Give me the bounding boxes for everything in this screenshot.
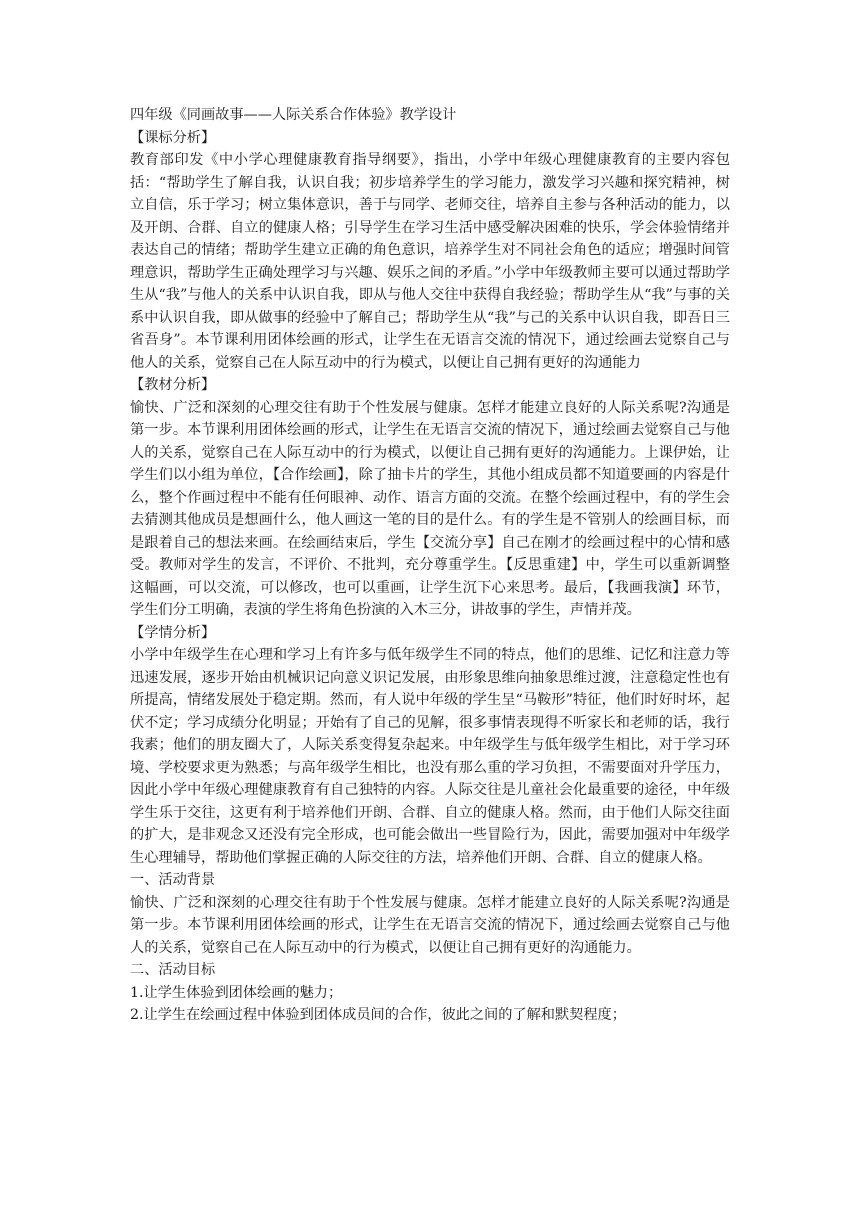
section-student-analysis [130, 622, 730, 870]
document-page [130, 104, 730, 1027]
section-heading: 【学情分析】 [130, 624, 216, 641]
section-activity-goals [130, 959, 730, 1027]
document-title: 四年级《同画故事——人际关系合作体验》教学设计 [130, 107, 457, 123]
section-paragraph: 愉快、广泛和深刻的心理交往有助于个性发展与健康。怎样才能建立良好的人际关系呢?沟通是第一步。本节课利用团体绘画的形式，让学生在无语言交流的情况下，通过绘画去觉察自己与他人的关系，觉察自己在人际互动中的行为模式，以便让自己拥有更好的沟通能力。上课伊始，让学生们以小组为单位，【合作绘画】，除了抽卡片的学生，其他小组成员都不知道要画的内容是什么，整个作画过程中不能有任何眼神、动作、语言方面的交流。在整个绘画过程中，有的学生会去猜测其他成员是想画什么，他人画这一笔的目的是什么。有的学生是不管别人的绘画目标，而是跟着自己的想法来画。在绘画结束后，学生【交流分享】自己在刚才的绘画过程中的心情和感受。教师对学生的发言，不评价、不批判，充分尊重学生。【反思重建】中，学生可以重新调整这幅画，可以交流，可以修改，也可以重画，让学生沉下心来思考。最后，【我画我演】环节，学生们分工明确，表演的学生将角色扮演的入木三分，讲故事的学生，声情并茂。 [130, 399, 730, 618]
section-heading: 一、活动背景 [130, 872, 216, 888]
section-curriculum-analysis [130, 127, 730, 375]
section-paragraph: 愉快、广泛和深刻的心理交往有助于个性发展与健康。怎样才能建立良好的人际关系呢?沟通是第一步。本节课利用团体绘画的形式，让学生在无语言交流的情况下，通过绘画去觉察自己与他人的关系，觉察自己在人际互动中的行为模式，以便让自己拥有更好的沟通能力。 [130, 894, 730, 956]
section-paragraph: 小学中年级学生在心理和学习上有许多与低年级学生不同的特点，他们的思维、记忆和注意力等迅速发展，逐步开始由机械识记向意义识记发展，由形象思维向抽象思维过渡，注意稳定性也有所提高，情绪发展处于稳定期。然而，有人说中年级的学生呈“马鞍形”特征，他们时好时坏，起伏不定；学习成绩分化明显；开始有了自己的见解，很多事情表现得不听家长和老师的话，我行我素；他们的朋友圈大了，人际关系变得复杂起来。中年级学生与低年级学生相比，对于学习环境、学校要求更为熟悉；与高年级学生相比，也没有那么重的学习负担，不需要面对升学压力，因此小学中年级心理健康教育有自己独特的内容。人际交往是儿童社会化最重要的途径，中年级学生乐于交往，这更有利于培养他们开朗、合群、自立的健康人格。然而，由于他们人际交往面的扩大，是非观念又还没有完全形成，也可能会做出一些冒险行为，因此，需要加强对中年级学生心理辅导，帮助他们掌握正确的人际交往的方法，培养他们开朗、合群、自立的健康人格。 [130, 647, 730, 866]
section-paragraph: 教育部印发《中小学心理健康教育指导纲要》，指出，小学中年级心理健康教育的主要内容包括：“帮助学生了解自我，认识自我；初步培养学生的学习能力，激发学习兴趣和探究精神，树立自信，乐于学习；树立集体意识，善于与同学、老师交往，培养自主参与各种活动的能力，以及开朗、合群、自立的健康人格；引导学生在学习生活中感受解决困难的快乐，学会体验情绪并表达自己的情绪；帮助学生建立正确的角色意识，培养学生对不同社会角色的适应；增强时间管理意识，帮助学生正确处理学习与兴趣、娱乐之间的矛盾。”小学中年级教师主要可以通过帮助学生从“我”与他人的关系中认识自我，即从与他人交往中获得自我经验；帮助学生从“我”与事的关系中认识自我，即从做事的经验中了解自己；帮助学生从“我”与己的关系中认识自我，即吾日三省吾身”。本节课利用团体绘画的形式，让学生在无语言交流的情况下，通过绘画去觉察自己与他人的关系，觉察自己在人际互动中的行为模式，以便让自己拥有更好的沟通能力 [130, 152, 730, 371]
section-heading: 【教材分析】 [130, 377, 216, 393]
section-heading: 【课标分析】 [130, 129, 216, 146]
goal-item: 2.让学生在绘画过程中体验到团体成员间的合作，彼此之间的了解和默契程度； [130, 1007, 626, 1023]
goal-item: 1.让学生体验到团体绘画的魅力； [130, 984, 343, 1001]
section-heading: 二、活动目标 [130, 962, 216, 978]
section-activity-background [130, 869, 730, 959]
section-textbook-analysis [130, 374, 730, 622]
